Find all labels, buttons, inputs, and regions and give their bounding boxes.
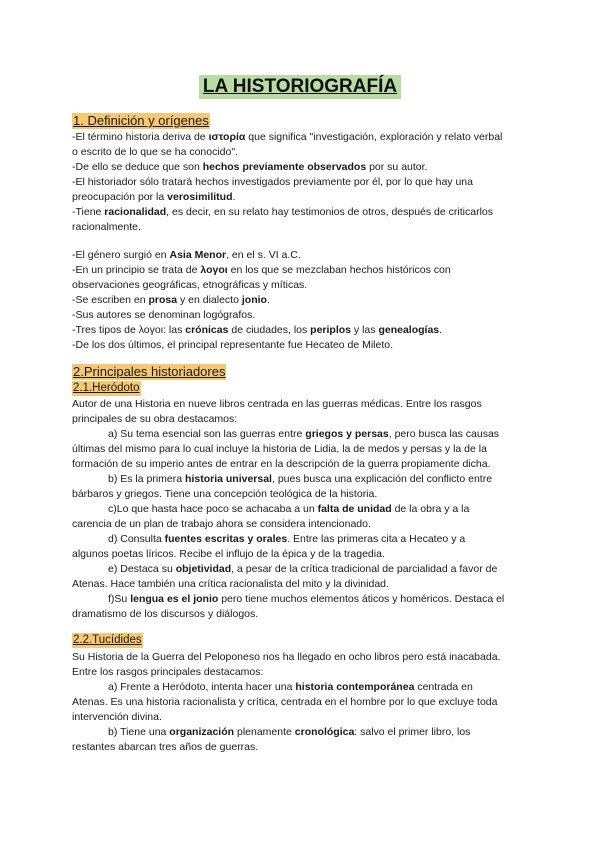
text-run: y en dialecto (177, 294, 242, 306)
text-run: e) Destaca su (108, 563, 176, 575)
text-run: -Sus autores se denominan logógrafos. (72, 309, 256, 321)
text-line (72, 740, 258, 755)
text-run: f)Su (108, 593, 131, 605)
bold-term: historia universal (185, 473, 272, 485)
text-run: de la obra y a la (391, 503, 470, 515)
text-run: de ciudades, los (228, 324, 311, 336)
text-run: -Tiene (72, 206, 105, 218)
text-line (72, 607, 258, 622)
text-line (108, 725, 470, 740)
bold-term: crónicas (185, 324, 229, 336)
text-run: -Se escriben en (72, 294, 149, 306)
bold-term: organización (169, 726, 235, 738)
subsection-heading-tucidides: 2.2.Tucídides (73, 634, 142, 646)
text-run: Entre los rasgos principales destacamos: (72, 666, 264, 678)
bold-term: racionalidad (104, 206, 167, 218)
text-run: -El género surgió en (72, 249, 170, 261)
bold-term: falta de unidad (317, 503, 392, 515)
text-run: Su Historia de la Guerra del Peloponeso nos ha llegado en ocho libros pero está inacabada. (72, 651, 501, 663)
text-run: , es decir, en su relato hay testimonios de otros, después de criticarlos (166, 206, 493, 218)
text-line (108, 502, 469, 517)
text-run: b) Tiene una (108, 726, 170, 738)
text-line (72, 695, 498, 710)
text-run: b) Es la primera (108, 473, 186, 485)
text-run: carencia de un plan de trabajo ahora se considera intencionado. (72, 518, 371, 530)
text-run: algunos poetas líricos. Recibe el influjo de la épica y de la tragedia. (72, 548, 385, 560)
bold-term: lengua es el jonio (130, 593, 219, 605)
text-run: . (266, 294, 270, 306)
text-run: Atenas. Es una historia racionalista y crítica, centrada en el hombre por lo que excluye toda (72, 696, 498, 708)
bold-term: verosimilitud (167, 191, 233, 203)
text-run: intervención divina. (72, 711, 162, 723)
text-run: c)Lo que hasta hace poco se achacaba a un (108, 503, 318, 515)
text-run: , a pesar de la crítica tradicional de parcialidad a favor de (231, 563, 498, 575)
bold-term: genealogías (378, 324, 440, 336)
text-run: -En un principio se trata de (72, 264, 201, 276)
text-line (72, 442, 487, 457)
text-line (72, 412, 237, 427)
text-line (108, 680, 473, 695)
text-line (72, 220, 141, 235)
text-line (72, 547, 385, 562)
text-run: -De ello se deduce que son (72, 161, 203, 173)
text-run: -De los dos últimos, el principal representante fue Hecateo de Mileto. (72, 339, 393, 351)
text-run: , pero busca las causas (388, 428, 500, 440)
text-run: centrada en (414, 681, 473, 693)
text-run: plenamente (234, 726, 295, 738)
text-line (72, 175, 473, 190)
text-run: bárbaros y griegos. Tiene una concepción teológica de la historia. (72, 488, 378, 500)
text-line (72, 293, 270, 308)
subsection-heading-herodoto: 2.1.Heródoto (73, 382, 140, 394)
bold-term: prosa (148, 294, 178, 306)
text-run: restantes abarcan tres años de guerras. (72, 741, 259, 753)
text-run: . (439, 324, 443, 336)
text-run: -El historiador sólo tratará hechos investigados previamente por él, por lo que hay una (72, 176, 473, 188)
bold-term: Asia Menor (169, 249, 227, 261)
text-line (72, 665, 263, 680)
text-line (108, 592, 504, 607)
text-run: últimas del mismo para lo cual incluye la historia de Lidia, la de medos y persas y la de la (72, 443, 487, 455)
text-run: que significa "investigación, exploración y relato verbal (245, 131, 503, 143)
text-line (108, 532, 465, 547)
text-run: principales de su obra destacamos: (72, 413, 238, 425)
text-run: , en el s. VI a.C. (226, 249, 301, 261)
bold-term: historia contemporánea (295, 681, 415, 693)
text-line (72, 650, 500, 665)
text-run: -El término historia deriva de (72, 131, 209, 143)
text-run: dramatismo de los discursos y diálogos. (72, 608, 259, 620)
text-line (72, 190, 235, 205)
text-line (72, 710, 162, 725)
text-line (108, 427, 499, 442)
bold-term: objetividad (175, 563, 232, 575)
text-run: . Entre las primeras cita a Hecateo y a (287, 533, 466, 545)
text-run: preocupación por la (72, 191, 168, 203)
text-run: por su autor. (366, 161, 428, 173)
bold-term: λογοι (200, 264, 228, 276)
text-line (108, 472, 492, 487)
text-line (72, 577, 389, 592)
title-wrap (0, 75, 600, 99)
text-run: a) Frente a Heródoto, intenta hacer una (108, 681, 296, 693)
text-run: observaciones geográficas, etnográficas y míticas. (72, 279, 308, 291)
bold-term: periplos (310, 324, 352, 336)
text-line (72, 248, 301, 263)
text-run: o escrito de lo que se ha conocido". (72, 146, 239, 158)
text-line (72, 278, 307, 293)
text-run: -Tres tipos de λογοι: las (72, 324, 186, 336)
text-line (72, 457, 491, 472)
text-line (72, 323, 442, 338)
text-run: en los que se mezclaban hechos históricos con (227, 264, 451, 276)
bold-term: hechos previamente observados (202, 161, 367, 173)
text-line (72, 130, 502, 145)
text-run: , pues busca una explicación del conflicto entre (271, 473, 493, 485)
text-run: pero tiene muchos elementos áticos y homéricos. Destaca el (218, 593, 505, 605)
text-line (72, 308, 255, 323)
text-line (72, 338, 393, 353)
text-line (72, 263, 451, 278)
text-run: a) Su tema esencial son las guerras entre (108, 428, 306, 440)
text-line (72, 487, 377, 502)
bold-term: ιστορία (208, 131, 246, 143)
text-run: Autor de una Historia en nueve libros centrada en las guerras médicas. Entre los rasgos (72, 398, 482, 410)
text-line (72, 205, 493, 220)
text-run: Atenas. Hace también una crítica racionalista del mito y la divinidad. (72, 578, 389, 590)
text-line (72, 160, 427, 175)
bold-term: griegos y persas (305, 428, 389, 440)
bold-term: jonio (241, 294, 267, 306)
text-line (72, 517, 371, 532)
text-run: y las (351, 324, 379, 336)
bold-term: cronológica (294, 726, 355, 738)
section-heading-definicion: 1. Definición y orígenes (73, 113, 209, 128)
text-run: : salvo el primer libro, los (354, 726, 471, 738)
text-line (72, 397, 482, 412)
text-line (72, 145, 238, 160)
text-run: formación de su imperio antes de entrar en la descripción de la guerra propiamente dicha. (72, 458, 491, 470)
text-line (108, 562, 497, 577)
text-run: d) Consulta (108, 533, 165, 545)
page-title: LA HISTORIOGRAFÍA (199, 75, 401, 99)
text-run: racionalmente. (72, 221, 141, 233)
bold-term: fuentes escritas y orales (164, 533, 288, 545)
section-heading-historiadores: 2.Principales historiadores (73, 364, 226, 379)
text-run: . (232, 191, 236, 203)
